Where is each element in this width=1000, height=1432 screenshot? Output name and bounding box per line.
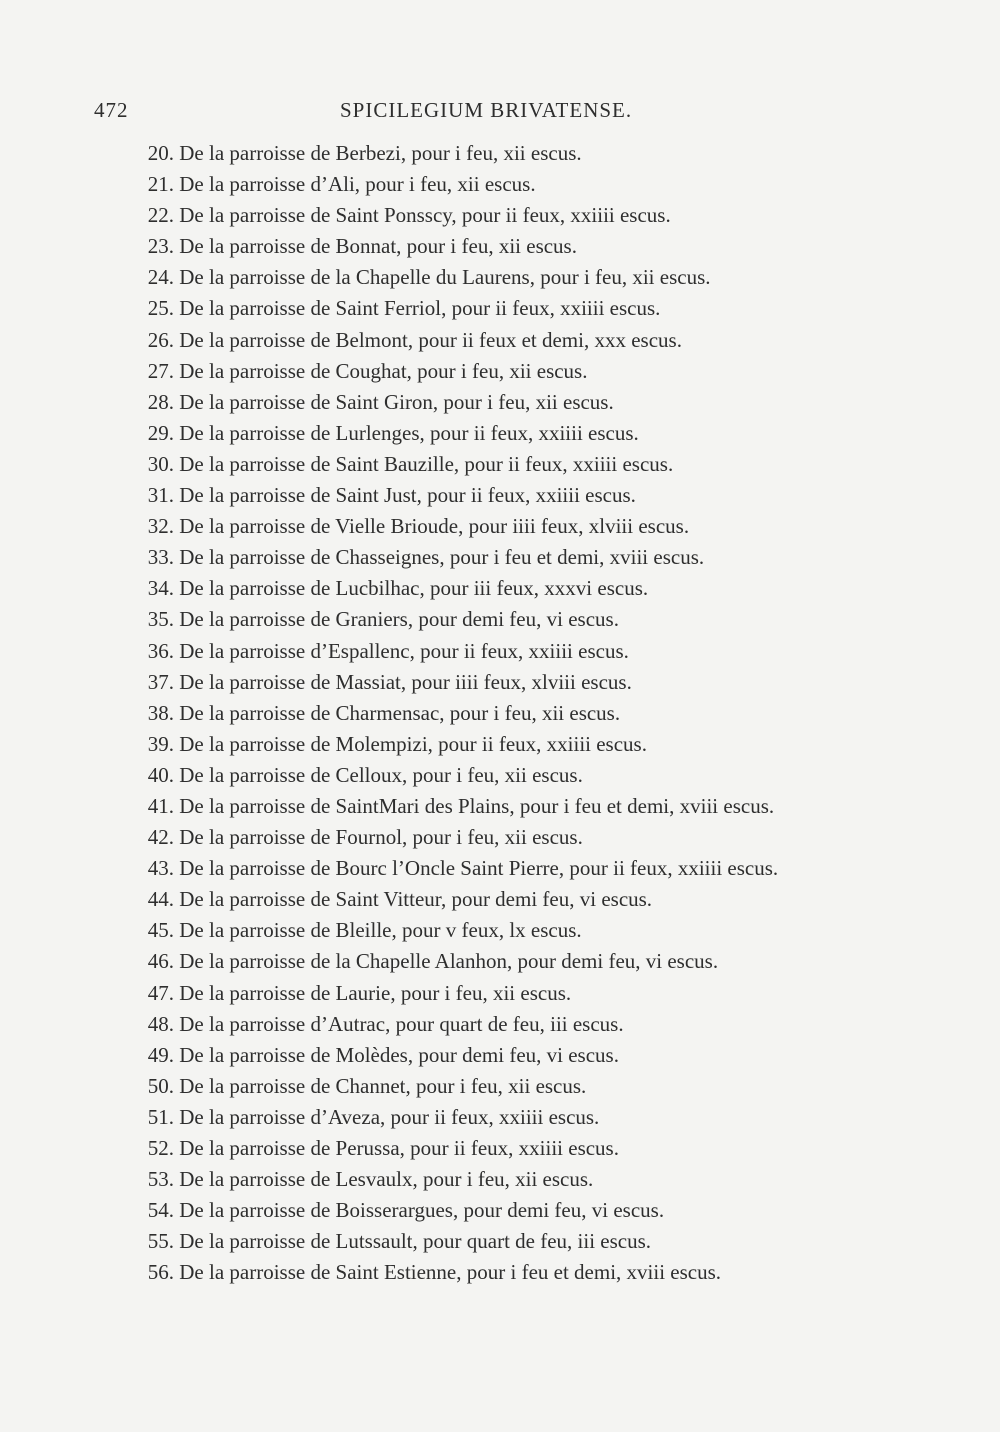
entry-text: De la parroisse de Channet, pour i feu, xii escus. xyxy=(179,1073,587,1098)
entry-number: 38. xyxy=(147,700,174,725)
entry-text: De la parroisse de SaintMari des Plains, pour i feu et demi, xviii escus. xyxy=(179,793,775,818)
list-item xyxy=(122,200,912,231)
entry-text: De la parroisse de Perussa, pour ii feux, xxiiii escus. xyxy=(179,1136,619,1160)
entry-number: 50. xyxy=(147,1073,174,1098)
list-item xyxy=(122,293,912,324)
entry-text: De la parroisse de la Chapelle du Laurens, pour i feu, xii escus. xyxy=(179,265,711,290)
entry-text: De la parroisse de Graniers, pour demi feu, vi escus. xyxy=(179,607,619,632)
entry-number: 23. xyxy=(147,234,174,259)
entry-text: De la parroisse de Saint Vitteur, pour demi feu, vi escus. xyxy=(179,887,653,912)
list-item xyxy=(122,946,912,977)
list-item xyxy=(122,1257,912,1288)
entry-number: 31. xyxy=(147,483,174,508)
list-item xyxy=(122,1226,912,1257)
list-item xyxy=(122,698,912,729)
list-item xyxy=(122,729,912,760)
entry-text: De la parroisse de Chasseignes, pour i feu et demi, xviii escus. xyxy=(179,545,705,570)
list-item xyxy=(122,169,912,200)
entry-number: 53. xyxy=(147,1167,174,1192)
entry-number: 27. xyxy=(147,358,174,383)
entry-number: 20. xyxy=(147,141,174,165)
entry-text: De la parroisse de Lesvaulx, pour i feu, xii escus. xyxy=(179,1167,594,1192)
running-head xyxy=(88,98,888,132)
entry-text: De la parroisse de Saint Giron, pour i feu, xii escus. xyxy=(179,389,614,414)
entry-text: De la parroisse de Saint Ferriol, pour ii feux, xxiiii escus. xyxy=(179,296,661,321)
entry-number: 29. xyxy=(147,420,174,445)
entry-number: 47. xyxy=(147,980,174,1005)
entry-text: De la parroisse de Massiat, pour iiii feux, xlviii escus. xyxy=(179,669,632,694)
entry-text: De la parroisse de Laurie, pour i feu, xii escus. xyxy=(179,980,572,1005)
list-item xyxy=(122,449,912,480)
list-item xyxy=(122,1009,912,1040)
list-item xyxy=(122,884,912,915)
list-item xyxy=(122,978,912,1009)
list-item xyxy=(122,1164,912,1195)
entry-number: 36. xyxy=(147,638,174,663)
entry-number: 22. xyxy=(147,203,174,228)
entry-text: De la parroisse de Celloux, pour i feu, xii escus. xyxy=(179,762,583,787)
entry-text: De la parroisse de Bonnat, pour i feu, xii escus. xyxy=(179,234,577,259)
entry-number: 46. xyxy=(147,949,174,974)
list-item xyxy=(122,418,912,449)
entry-number: 25. xyxy=(147,296,174,321)
list-item xyxy=(122,1071,912,1102)
list-item xyxy=(122,1102,912,1133)
entry-number: 37. xyxy=(147,669,174,694)
entry-number: 45. xyxy=(147,918,174,943)
list-item xyxy=(122,542,912,573)
entry-text: De la parroisse de Coughat, pour i feu, xii escus. xyxy=(179,358,588,383)
entry-number: 42. xyxy=(147,825,174,850)
entry-text: De la parroisse de Boisserargues, pour demi feu, vi escus. xyxy=(179,1198,665,1223)
list-item xyxy=(122,760,912,791)
entry-text: De la parroisse de Berbezi, pour i feu, xii escus. xyxy=(179,141,582,165)
entry-number: 30. xyxy=(147,451,174,476)
entry-text: De la parroisse de Lutssault, pour quart de feu, iii escus. xyxy=(179,1229,652,1254)
list-item xyxy=(122,573,912,604)
list-item xyxy=(122,822,912,853)
entry-text: De la parroisse d’Espallenc, pour ii feux, xxiiii escus. xyxy=(179,638,629,663)
entry-text: De la parroisse d’Autrac, pour quart de feu, iii escus. xyxy=(179,1011,624,1036)
entry-number: 52. xyxy=(147,1136,174,1160)
list-item xyxy=(122,791,912,822)
entry-number: 49. xyxy=(147,1042,174,1067)
entry-number: 39. xyxy=(147,731,174,756)
entry-number: 56. xyxy=(147,1260,174,1285)
entry-text: De la parroisse de Bleille, pour v feux, lx escus. xyxy=(179,918,582,943)
entry-number: 33. xyxy=(147,545,174,570)
list-item xyxy=(122,1040,912,1071)
list-item xyxy=(122,325,912,356)
list-item xyxy=(122,853,912,884)
list-item xyxy=(122,511,912,542)
list-item xyxy=(122,1195,912,1226)
page-header-title: SPICILEGIUM BRIVATENSE. xyxy=(340,98,633,122)
list-item xyxy=(122,915,912,946)
entry-number: 55. xyxy=(147,1229,174,1254)
list-item xyxy=(122,667,912,698)
entry-text: De la parroisse de Bourc l’Oncle Saint Pierre, pour ii feux, xxiiii escus. xyxy=(179,856,779,881)
entry-number: 34. xyxy=(147,576,174,601)
entry-text: De la parroisse de Saint Ponsscy, pour ii feux, xxiiii escus. xyxy=(179,203,671,228)
list-item xyxy=(122,604,912,635)
list-item xyxy=(122,387,912,418)
entry-text: De la parroisse d’Ali, pour i feu, xii escus. xyxy=(179,172,536,197)
entry-text: De la parroisse de Molempizi, pour ii feux, xxiiii escus. xyxy=(179,731,647,756)
entry-text: De la parroisse de Molèdes, pour demi feu, vi escus. xyxy=(179,1042,619,1067)
entry-text: De la parroisse de Saint Just, pour ii feux, xxiiii escus. xyxy=(179,483,636,508)
entry-text: De la parroisse de Saint Estienne, pour i feu et demi, xviii escus. xyxy=(179,1260,722,1285)
entry-number: 28. xyxy=(147,389,174,414)
list-item xyxy=(122,480,912,511)
entry-number: 51. xyxy=(147,1104,174,1129)
entry-text: De la parroisse de Vielle Brioude, pour iiii feux, xlviii escus. xyxy=(179,514,690,539)
entry-text: De la parroisse d’Aveza, pour ii feux, xxiiii escus. xyxy=(179,1104,600,1129)
entry-text: De la parroisse de Saint Bauzille, pour ii feux, xxiiii escus. xyxy=(179,451,674,476)
list-item xyxy=(122,262,912,293)
list-item xyxy=(122,138,912,169)
list-item xyxy=(122,356,912,387)
entry-text: De la parroisse de Belmont, pour ii feux et demi, xxx escus. xyxy=(179,327,682,352)
list-item xyxy=(122,1133,912,1164)
entry-number: 43. xyxy=(147,856,174,881)
entry-number: 44. xyxy=(147,887,174,912)
entry-number: 35. xyxy=(147,607,174,632)
entry-text: De la parroisse de la Chapelle Alanhon, pour demi feu, vi escus. xyxy=(179,949,719,974)
entry-number: 54. xyxy=(147,1198,174,1223)
entry-number: 48. xyxy=(147,1011,174,1036)
entry-number: 26. xyxy=(147,327,174,352)
entry-text: De la parroisse de Lurlenges, pour ii feux, xxiiii escus. xyxy=(179,420,639,445)
list-item xyxy=(122,636,912,667)
entry-number: 41. xyxy=(147,793,174,818)
page-number: 472 xyxy=(94,98,129,122)
entry-number: 24. xyxy=(147,265,174,290)
list-item xyxy=(122,231,912,262)
entry-number: 40. xyxy=(147,762,174,787)
entry-text: De la parroisse de Lucbilhac, pour iii feux, xxxvi escus. xyxy=(179,576,649,601)
entry-number: 21. xyxy=(147,172,174,197)
entry-number: 32. xyxy=(147,514,174,539)
entry-text: De la parroisse de Charmensac, pour i feu, xii escus. xyxy=(179,700,621,725)
parish-list xyxy=(122,138,912,1288)
entry-text: De la parroisse de Fournol, pour i feu, xii escus. xyxy=(179,825,583,850)
